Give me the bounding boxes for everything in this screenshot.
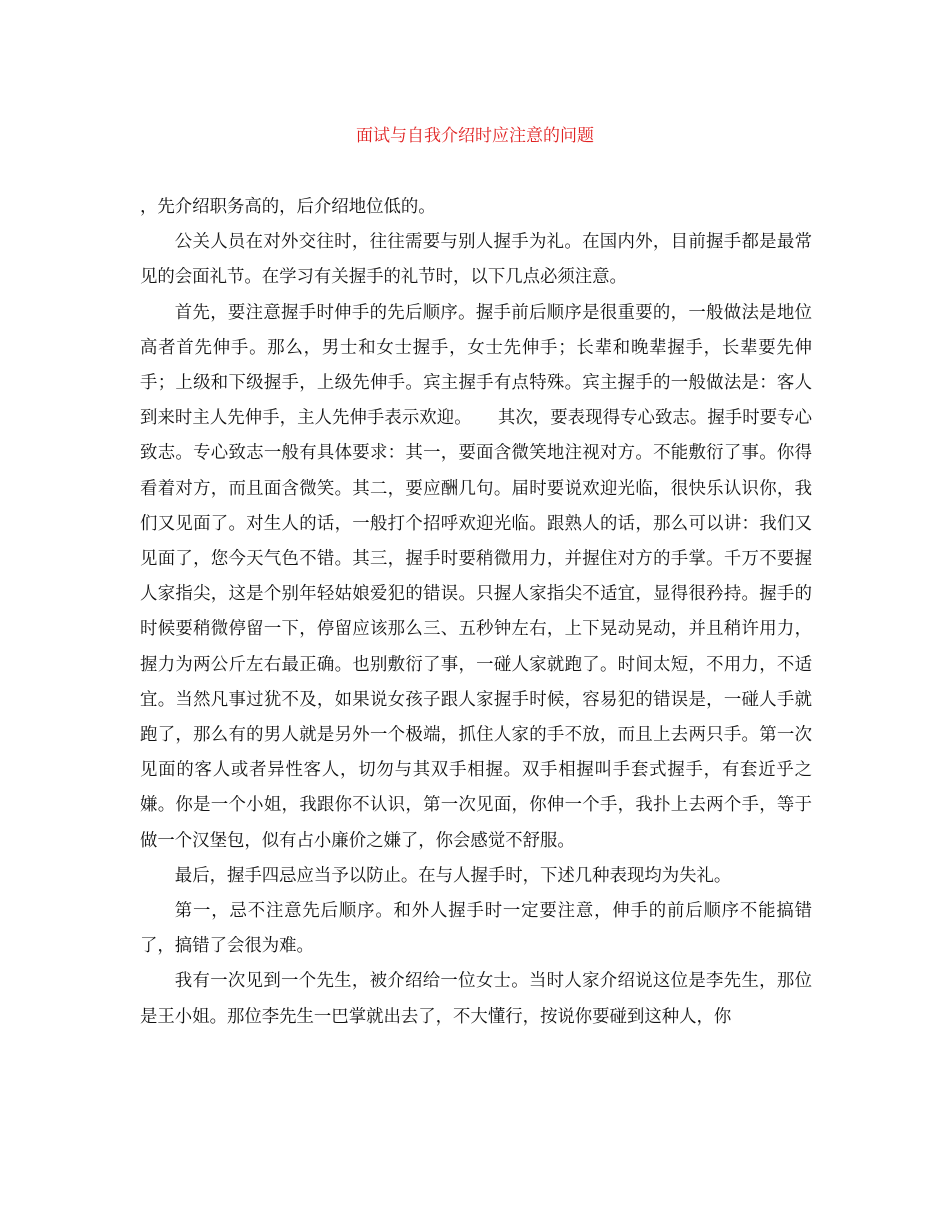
paragraph-1: ，先介绍职务高的，后介绍地位低的。 xyxy=(140,197,436,217)
paragraph-4: 最后，握手四忌应当予以防止。在与人握手时，下述几种表现均为失礼。 xyxy=(174,865,732,886)
paragraph-5: 第一，忌不注意先后顺序。和外人握手时一定要注意，伸手的前后顺序不能搞错了，搞错了会很为难。 xyxy=(140,901,812,957)
paragraph-6: 我有一次见到一个先生，被介绍给一位女士。当时人家介绍说这位是李先生，那位是王小姐。那位李先生一巴掌就出去了，不大懂行，按说你要碰到这种人，你 xyxy=(140,971,812,1027)
paragraph-2: 公关人员在对外交往时，往往需要与别人握手为礼。在国内外，目前握手都是最常见的会面礼节。在学习有关握手的礼节时，以下几点必须注意。 xyxy=(140,232,812,288)
document-body xyxy=(140,190,812,1035)
document-title: 面试与自我介绍时应注意的问题 xyxy=(356,126,594,146)
paragraph-3: 首先，要注意握手时伸手的先后顺序。握手前后顺序是很重要的，一般做法是地位高者首先伸手。那么，男士和女士握手，女士先伸手；长辈和晚辈握手，长辈要先伸手；上级和下级握手，上级先伸手。宾主握手有点特殊。宾主握手的一般做法是：客人到来时主人先伸手，主人先伸手表示欢迎。 其次，要表现得专心致志。握手时要专心致志。专心致志一般有具体要求：其一，要面含微笑地注视对方。不能敷衍了事。你得看着对方，而且面含微笑。其二，要应酬几句。届时要说欢迎光临，很快乐认识你，我们又见面了。对生人的话，一般打个招呼欢迎光临。跟熟人的话，那么可以讲：我们又见面了，您今天气色不错。其三，握手时要稍微用力，并握住对方的手掌。千万不要握人家指尖，这是个别年轻姑娘爱犯的错误。只握人家指尖不适宜，显得很矜持。握手的时候要稍微停留一下，停留应该那么三、五秒钟左右，上下晃动晃动，并且稍许用力，握力为两公斤左右最正确。也别敷衍了事，一碰人家就跑了。时间太短，不用力，不适宜。当然凡事过犹不及，如果说女孩子跟人家握手时候，容易犯的错误是，一碰人手就跑了，那么有的男人就是另外一个极端，抓住人家的手不放，而且上去两只手。第一次见面的客人或者异性客人，切勿与其双手相握。双手相握叫手套式握手，有套近乎之嫌。你是一个小姐，我跟你不认识，第一次见面，你伸一个手，我扑上去两个手，等于做一个汉堡包，似有占小廉价之嫌了，你会感觉不舒服。 xyxy=(140,302,812,851)
